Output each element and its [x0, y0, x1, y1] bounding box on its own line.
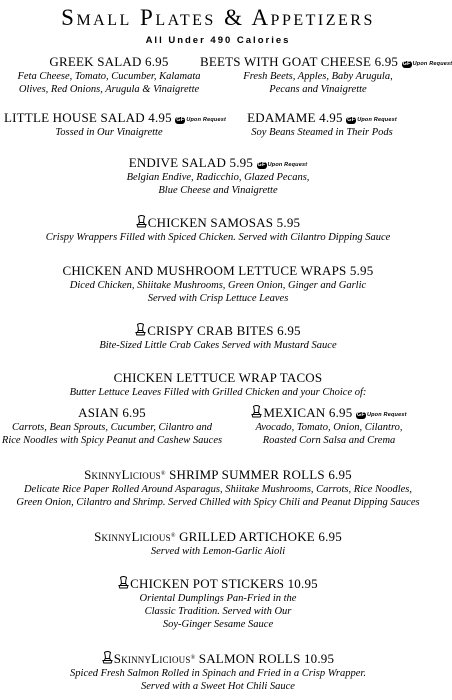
item-name: SALMON ROLLS — [198, 651, 301, 666]
item-price: 6.95 — [318, 529, 342, 544]
item-desc: Oriental Dumplings Pan-Fried in the — [139, 593, 297, 604]
menu-item-little-house-salad — [4, 110, 227, 139]
item-price: 4.95 — [148, 110, 172, 125]
item-desc: Fresh Beets, Apples, Baby Arugula, — [243, 71, 393, 82]
brand-name: SkinnyLicious — [84, 467, 161, 482]
item-desc: Rice Noodles with Spicy Peanut and Cashew Sauces — [1, 435, 223, 446]
item-name: GRILLED ARTICHOKE — [179, 529, 315, 544]
gluten-free-badge-icon: GF Upon Request — [356, 412, 407, 418]
item-desc: Served with Lemon-Garlic Aioli — [150, 546, 286, 557]
item-desc: Feta Cheese, Tomato, Cucumber, Kalamata — [17, 71, 201, 82]
item-desc: Soy Beans Steamed in Their Pods — [251, 127, 393, 138]
menu-item-grilled-artichoke — [0, 528, 436, 558]
item-desc: Crispy Wrappers Filled with Spiced Chicken. Served with Cilantro Dipping Sauce — [45, 232, 391, 243]
item-price: 5.95 — [276, 215, 301, 230]
menu-item-endive-salad — [0, 155, 436, 197]
item-name: LITTLE HOUSE SALAD — [4, 110, 145, 125]
menu-item-greek-salad — [4, 54, 214, 96]
menu-item-lettuce-wraps — [0, 263, 436, 305]
item-name: BEETS WITH GOAT CHEESE — [200, 54, 372, 69]
item-name: CHICKEN LETTUCE WRAP TACOS — [113, 370, 323, 385]
chef-hat-icon — [102, 651, 113, 664]
menu-item-chicken-samosas — [0, 215, 436, 244]
registered-mark: ® — [190, 655, 196, 661]
item-desc: Belgian Endive, Radicchio, Glazed Pecans, — [126, 172, 310, 183]
item-desc: Tossed in Our Vinaigrette — [55, 127, 163, 138]
menu-item-chicken-pot-stickers — [0, 576, 436, 631]
item-desc: Green Onion, Cilantro and Shrimp. Served Chilled with Spicy Chili and Peanut Dipping Sauces — [16, 497, 420, 508]
registered-mark: ® — [170, 533, 176, 539]
item-price: 6.95 — [145, 54, 169, 69]
brand-name: SkinnyLicious — [113, 651, 191, 666]
item-desc: Blue Cheese and Vinaigrette — [158, 185, 278, 196]
page-subtitle: All Under 490 Calories — [145, 35, 291, 46]
item-price: 5.95 — [229, 155, 254, 170]
item-price: 6.95 — [277, 323, 301, 338]
item-name: GREEK SALAD — [49, 54, 142, 69]
menu-item-salmon-rolls — [0, 650, 436, 693]
item-desc: Served with a Sweet Hot Chili Sauce — [141, 681, 295, 692]
item-price: 6.95 — [374, 54, 399, 69]
menu-item-beets-goat-cheese — [200, 54, 452, 96]
item-price: 10.95 — [287, 576, 318, 591]
item-name: MEXICAN — [263, 405, 326, 420]
item-price: 4.95 — [319, 110, 343, 125]
item-desc: Butter Lettuce Leaves Filled with Grilled Chicken and your Choice of: — [69, 387, 367, 398]
item-desc: Classic Tradition. Served with Our — [144, 606, 292, 617]
chef-hat-icon — [136, 215, 147, 228]
item-desc: Diced Chicken, Shiitake Mushrooms, Green Onion, Ginger and Garlic — [69, 280, 367, 291]
item-desc: Pecans and Vinaigrette — [269, 84, 367, 95]
item-price: 6.95 — [122, 405, 146, 420]
item-price: 5.95 — [349, 263, 374, 278]
chef-hat-icon — [135, 323, 146, 336]
brand-name: SkinnyLicious — [94, 529, 171, 544]
item-desc: Olives, Red Onions, Arugula & Vinaigrette — [18, 84, 200, 95]
menu-item-crispy-crab-bites — [0, 323, 436, 352]
item-name: CRISPY CRAB BITES — [147, 323, 274, 338]
gluten-free-badge-icon: GF Upon Request — [257, 162, 308, 168]
item-desc: Avocado, Tomato, Onion, Cilantro, — [255, 422, 403, 433]
item-desc: Carrots, Bean Sprouts, Cucumber, Cilantro and — [11, 422, 213, 433]
menu-item-edamame — [212, 110, 432, 139]
gluten-free-badge-icon: GF Upon Request — [176, 117, 227, 123]
item-price: 6.95 — [328, 467, 352, 482]
item-name: ENDIVE SALAD — [128, 155, 227, 170]
item-name: SHRIMP SUMMER ROLLS — [169, 467, 325, 482]
item-desc: Roasted Corn Salsa and Crema — [262, 435, 396, 446]
item-desc: Bite-Sized Little Crab Cakes Served with Mustard Sauce — [99, 340, 337, 351]
gluten-free-badge-icon: GF Upon Request — [402, 61, 452, 67]
chef-hat-icon — [251, 405, 262, 418]
item-name: CHICKEN POT STICKERS — [130, 576, 285, 591]
menu-item-lettuce-wrap-tacos — [0, 370, 436, 399]
item-desc: Soy-Ginger Sesame Sauce — [162, 619, 274, 630]
page-title: Small Plates & Appetizers — [61, 5, 375, 30]
registered-mark: ® — [160, 471, 166, 477]
item-price: 10.95 — [303, 651, 335, 666]
item-name: ASIAN — [78, 405, 119, 420]
menu-item-asian — [0, 405, 224, 447]
item-price: 6.95 — [328, 405, 353, 420]
item-desc: Served with Crisp Lettuce Leaves — [147, 293, 289, 304]
chef-hat-icon — [118, 576, 129, 589]
item-name: CHICKEN SAMOSAS — [147, 215, 274, 230]
gluten-free-badge-icon: GF Upon Request — [347, 117, 397, 123]
item-name: EDAMAME — [247, 110, 316, 125]
item-desc: Delicate Rice Paper Rolled Around Asparagus, Shiitake Mushrooms, Carrots, Rice Noodles, — [23, 484, 413, 495]
item-desc: Spiced Fresh Salmon Rolled in Spinach and Fried in a Crisp Wrapper. — [70, 668, 366, 679]
menu-item-shrimp-summer-rolls — [0, 466, 436, 509]
item-name: CHICKEN AND MUSHROOM LETTUCE WRAPS — [62, 263, 347, 278]
menu-item-mexican — [222, 405, 436, 447]
